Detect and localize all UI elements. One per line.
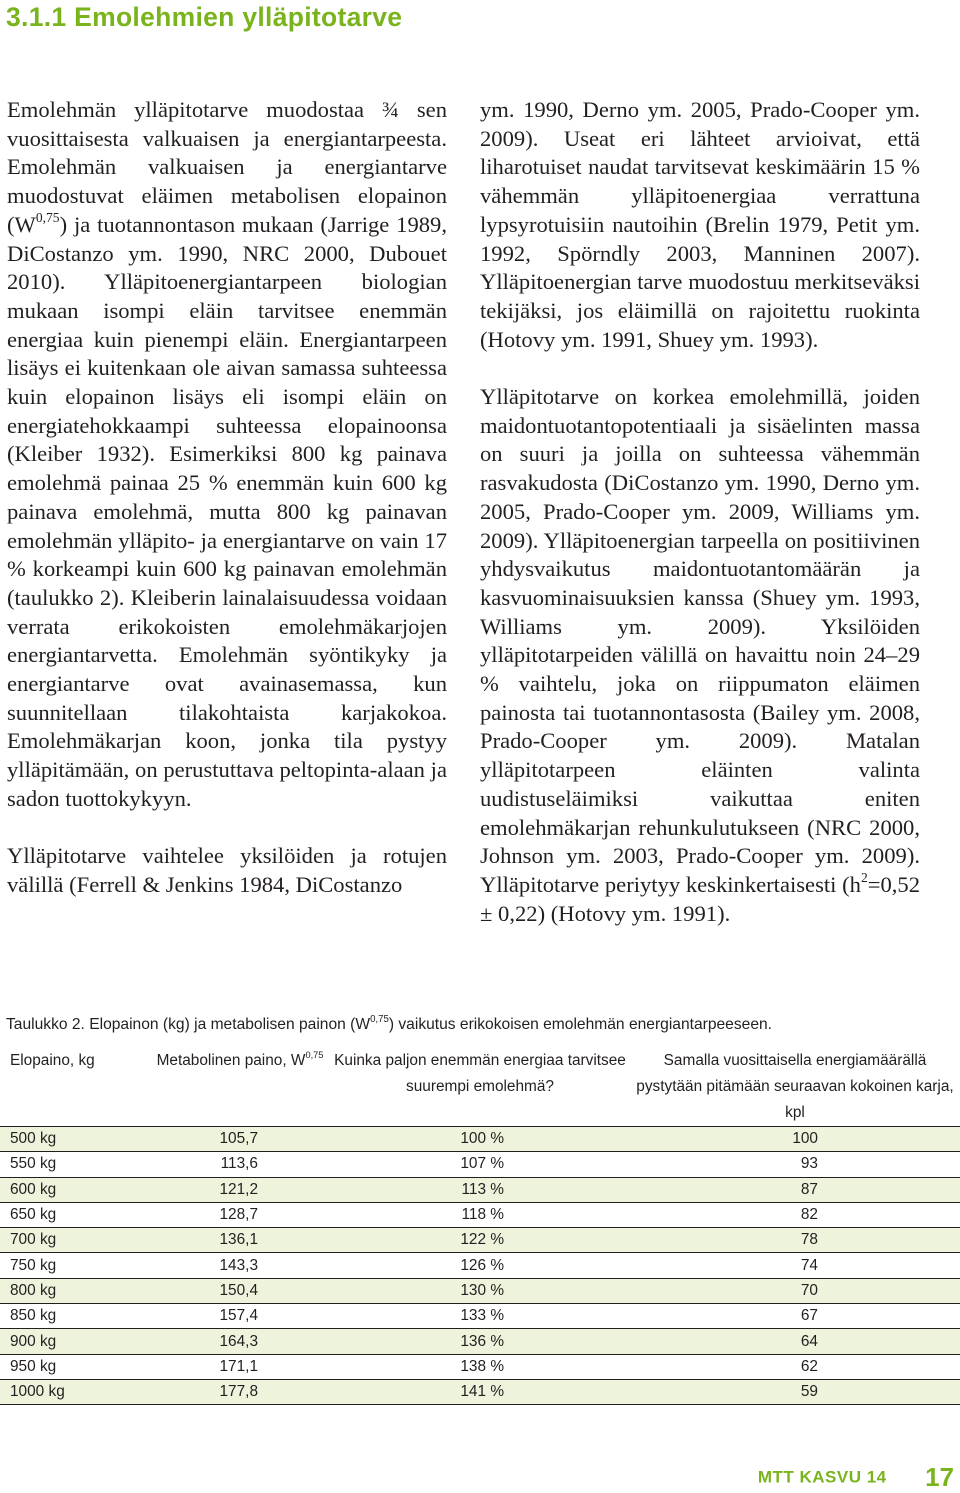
table-row bbox=[0, 1379, 960, 1404]
superscript: 2 bbox=[860, 870, 868, 886]
paragraph-text: Emolehmän ylläpitotarve muodostaa ¾ sen vuosittaisesta valkuaisen ja energiantarpeesta. Emolehmän valkuaisen ja energiantarve muodostuvat eläimen metabolisen elopainon (W bbox=[7, 97, 447, 237]
cell-herd: 100 bbox=[630, 1127, 960, 1152]
cell-energy: 107 % bbox=[330, 1152, 630, 1177]
cell-weight: 550 kg bbox=[0, 1152, 150, 1177]
table-row bbox=[0, 1253, 960, 1278]
cell-herd: 93 bbox=[630, 1152, 960, 1177]
cell-metabolic: 177,8 bbox=[150, 1379, 330, 1404]
paragraph bbox=[7, 96, 447, 814]
cell-weight: 900 kg bbox=[0, 1329, 150, 1354]
cell-energy: 126 % bbox=[330, 1253, 630, 1278]
cell-energy: 138 % bbox=[330, 1354, 630, 1379]
superscript: 0,75 bbox=[370, 1013, 389, 1025]
table-header-row bbox=[0, 1042, 960, 1127]
cell-weight: 700 kg bbox=[0, 1228, 150, 1253]
cell-herd: 67 bbox=[630, 1304, 960, 1329]
cell-energy: 141 % bbox=[330, 1379, 630, 1404]
publication-name: MTT KASVU 14 bbox=[757, 1467, 887, 1487]
cell-herd: 82 bbox=[630, 1202, 960, 1227]
header-herd-size: Samalla vuosittaisella energiamäärällä pystytään pitämään seuraavan kokoinen karja, kpl bbox=[630, 1042, 960, 1127]
table-row bbox=[0, 1329, 960, 1354]
cell-weight: 600 kg bbox=[0, 1177, 150, 1202]
header-weight: Elopaino, kg bbox=[0, 1042, 150, 1127]
section-heading: 3.1.1 Emolehmien ylläpitotarve bbox=[6, 2, 403, 32]
header-more-energy: Kuinka paljon enemmän energiaa tarvitsee suurempi emolehmä? bbox=[330, 1042, 630, 1127]
caption-text: Taulukko 2. Elopainon (kg) ja metabolisen painon (W bbox=[6, 1016, 371, 1033]
page-number: 17 bbox=[925, 1462, 954, 1492]
cell-metabolic: 128,7 bbox=[150, 1202, 330, 1227]
cell-energy: 130 % bbox=[330, 1278, 630, 1303]
cell-herd: 87 bbox=[630, 1177, 960, 1202]
cell-weight: 650 kg bbox=[0, 1202, 150, 1227]
cell-energy: 133 % bbox=[330, 1304, 630, 1329]
cell-metabolic: 157,4 bbox=[150, 1304, 330, 1329]
cell-weight: 800 kg bbox=[0, 1278, 150, 1303]
energy-table bbox=[0, 1042, 960, 1405]
cell-metabolic: 150,4 bbox=[150, 1278, 330, 1303]
table-row bbox=[0, 1177, 960, 1202]
cell-weight: 750 kg bbox=[0, 1253, 150, 1278]
page-footer bbox=[758, 1462, 954, 1493]
table-caption bbox=[6, 1013, 956, 1034]
text-column-right bbox=[480, 96, 920, 928]
cell-herd: 78 bbox=[630, 1228, 960, 1253]
caption-text: ) vaikutus erikokoisen emolehmän energiantarpeeseen. bbox=[388, 1016, 772, 1033]
table-row bbox=[0, 1278, 960, 1303]
superscript: 0,75 bbox=[305, 1049, 324, 1060]
cell-herd: 74 bbox=[630, 1253, 960, 1278]
cell-herd: 59 bbox=[630, 1379, 960, 1404]
cell-metabolic: 105,7 bbox=[150, 1127, 330, 1152]
cell-weight: 850 kg bbox=[0, 1304, 150, 1329]
paragraph: Ylläpitotarve vaihtelee yksilöiden ja rotujen välillä (Ferrell & Jenkins 1984, DiCostanzo bbox=[7, 843, 447, 897]
superscript: 0,75 bbox=[35, 209, 60, 225]
cell-weight: 1000 kg bbox=[0, 1379, 150, 1404]
cell-metabolic: 171,1 bbox=[150, 1354, 330, 1379]
cell-metabolic: 121,2 bbox=[150, 1177, 330, 1202]
header-text: Metabolinen paino, W bbox=[156, 1052, 306, 1069]
paragraph-text: ) ja tuotannontason mukaan (Jarrige 1989, DiCostanzo ym. 1990, NRC 2000, Dubouet 2010). Ylläpitoenergiantarpeen biologian mukaan isompi eläin tarvitsee enemmän energiaa kuin pienempi eläin. Energiantarpeen lisäys ei kuitenkaan ole aivan samassa suhteessa kuin elopainon lisäys eli isompi eläin on energiatehokkaampi suhteessa elopainoonsa (Kleiber 1932). Esimerkiksi 800 kg painava emolehmä painaa 25 % enemmän kuin 600 kg painava emolehmä, mutta 800 kg painavan emolehmän ylläpito- ja energiantarve on vain 17 % korkeampi kuin 600 kg painavan emolehmän (taulukko 2). Kleiberin lainalaisuudessa voidaan verrata erikokoisten emolehmäkarjojen energiantarvetta. Emolehmän syöntikyky ja energiantarve ovat avainasemassa, kun suunnitellaan tilakohtaista karjakokoa. Emolehmäkarjan koon, jonka tila pystyy ylläpitämään, on perustuttava peltopinta-alaan ja sadon tuottokykyyn. bbox=[7, 211, 447, 811]
cell-herd: 62 bbox=[630, 1354, 960, 1379]
cell-metabolic: 113,6 bbox=[150, 1152, 330, 1177]
cell-energy: 136 % bbox=[330, 1329, 630, 1354]
table-row bbox=[0, 1354, 960, 1379]
cell-metabolic: 164,3 bbox=[150, 1329, 330, 1354]
table-row bbox=[0, 1304, 960, 1329]
paragraph: ym. 1990, Derno ym. 2005, Prado-Cooper ym. 2009). Useat eri lähteet arvioivat, että liharotuiset naudat tarvitsevat keskimäärin 15 % vähemmän ylläpitoenergiaa verrattuna lypsyrotuisiin nautoihin (Brelin 1979, Petit ym. 1992, Spörndly 2003, Manninen 2007). Ylläpitoenergian tarve muodostuu merkitseväksi tekijäksi, jos eläimillä on rajoitettu ruokinta (Hotovy ym. 1991, Shuey ym. 1993). bbox=[480, 97, 920, 352]
paragraph bbox=[480, 383, 920, 928]
cell-energy: 113 % bbox=[330, 1177, 630, 1202]
table-row bbox=[0, 1127, 960, 1152]
paragraph-text: =0,52 ± 0,22) (Hotovy ym. 1991). bbox=[480, 871, 920, 926]
table-row bbox=[0, 1202, 960, 1227]
cell-energy: 118 % bbox=[330, 1202, 630, 1227]
table-row bbox=[0, 1228, 960, 1253]
cell-energy: 122 % bbox=[330, 1228, 630, 1253]
cell-herd: 64 bbox=[630, 1329, 960, 1354]
cell-metabolic: 143,3 bbox=[150, 1253, 330, 1278]
header-metabolic bbox=[150, 1042, 330, 1127]
cell-energy: 100 % bbox=[330, 1127, 630, 1152]
cell-weight: 950 kg bbox=[0, 1354, 150, 1379]
text-column-left bbox=[7, 96, 447, 900]
cell-weight: 500 kg bbox=[0, 1127, 150, 1152]
cell-metabolic: 136,1 bbox=[150, 1228, 330, 1253]
table-row bbox=[0, 1152, 960, 1177]
cell-herd: 70 bbox=[630, 1278, 960, 1303]
paragraph-text: Ylläpitotarve on korkea emolehmillä, joiden maidontuotantopotentiaali ja sisäelinten massa on suuri ja joilla on suhteessa vähemmän rasvakudosta (DiCostanzo ym. 1990, Derno ym. 2005, Prado-Cooper ym. 2009, Williams ym. 2009). Ylläpitoenergian tarpeella on positiivinen yhdysvaikutus maidontuotantomäärän ja kasvuominaisuuksien kanssa (Shuey ym. 1993, Williams ym. 2009). Yksilöiden ylläpitotarpeiden välillä on havaittu noin 24–29 % vaihtelu, joka on riippumaton eläimen painosta tai tuotannontasosta (Bailey ym. 2008, Prado-Cooper ym. 2009). Matalan ylläpitotarpeen eläinten valinta uudistuseläimiksi vaikuttaa eniten emolehmäkarjan rehunkulutukseen (NRC 2000, Johnson ym. 2003, Prado-Cooper ym. 2009). Ylläpitotarve periytyy keskinkertaisesti (h bbox=[480, 384, 920, 897]
